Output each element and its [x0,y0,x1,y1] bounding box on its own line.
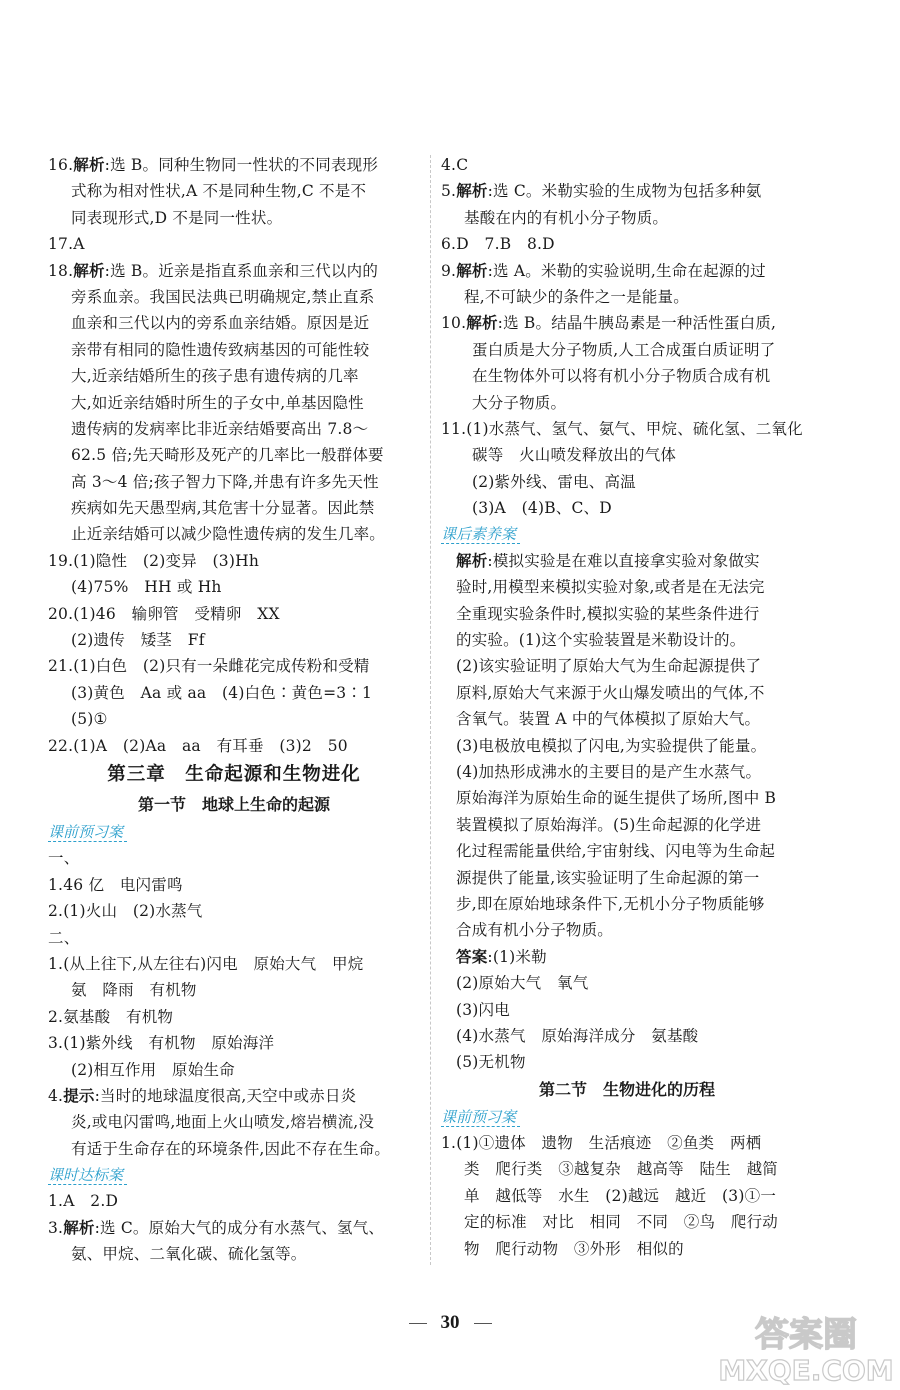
text-line: 基酸在内的有机小分子物质。 [464,208,669,227]
keyword: 提示 [63,1085,95,1105]
section-label-text: 课前预习案 [48,823,127,842]
text-line: 17.A [48,235,85,254]
text-line: 氨、甲烷、二氧化碳、硫化氢等。 [71,1245,307,1264]
section-label-text: 课时达标案 [48,1166,127,1185]
text-line: 式称为相对性状,A 不是同种生物,C 不是不 [71,182,367,201]
keyword: 解析 [466,313,498,333]
text-line: 氨 降雨 有机物 [71,981,197,1000]
text-line: 2.(1)火山 (2)水蒸气 [48,902,203,921]
text-line: 旁系血亲。我国民法典已明确规定,禁止直系 [71,287,375,306]
section-label [441,1104,813,1130]
text-line: 9.解析:选 A。米勒的实验说明,生命在起源的过 [441,260,766,280]
text-line: 装置模拟了原始海洋。(5)生命起源的化学进 [456,815,762,834]
text-line: (3)A (4)B、C、D [472,499,612,518]
text-line: (3)闪电 [456,1000,510,1019]
text-line: 含氧气。装置 A 中的气体模拟了原始大气。 [456,710,761,729]
text-line: 3.(1)紫外线 有机物 原始海洋 [48,1034,275,1053]
text-line: 16.解析:选 B。同种生物同一性状的不同表现形 [48,155,379,174]
text-line: 答案:(1)米勒 [456,946,547,966]
text-line: 验时,用模型来模拟实验对象,或者是在无法完 [456,578,765,597]
text-line: 源提供了能量,该实验证明了生命起源的第一 [456,868,760,887]
text-line: 炎,或电闪雷鸣,地面上火山喷发,熔岩横流,没 [71,1113,375,1132]
page-number-text: 30 [440,1312,460,1333]
section-title: 第二节 生物进化的历程 [538,1079,715,1099]
text-line: 碳等 火山喷发释放出的气体 [472,446,677,465]
text-line: 化过程需能量供给,宇宙射线、闪电等为生命起 [456,842,776,861]
chapter-title: 第三章 生命起源和生物进化 [107,763,361,785]
watermark-line2: MXQE.COM [718,1354,894,1386]
text-line: 物 爬行动物 ③外形 相似的 [464,1239,684,1258]
keyword: 解析 [73,260,105,280]
text-line: (4)加热形成沸水的主要目的是产生水蒸气。 [456,762,762,781]
text-line: (5)无机物 [456,1053,526,1072]
text-line: 22.(1)A (2)Aa aa 有耳垂 (3)2 50 [48,736,348,755]
text-line: 62.5 倍;先天畸形及死产的几率比一般群体要 [71,446,384,465]
section-label-text: 课前预习案 [441,1108,520,1127]
text-line: 3.解析:选 C。原始大气的成分有水蒸气、氢气、 [48,1217,385,1237]
text-line: 1.(1)①遗体 遗物 生活痕迹 ②鱼类 两栖 [441,1134,762,1153]
text-line: (2)相互作用 原始生命 [71,1060,235,1079]
text-line: 步,即在原始地球条件下,无机小分子物质能够 [456,894,765,913]
text-line: 类 爬行类 ③越复杂 越高等 陆生 越简 [464,1160,779,1179]
text-line: (2)紫外线、雷电、高温 [472,472,636,491]
left-column [48,152,420,1268]
watermark-logo [718,1308,894,1386]
section-label-text: 课后素养案 [441,525,520,544]
section-label [48,1162,420,1188]
text-line: 18.解析:选 B。近亲是指直系血亲和三代以内的 [48,260,379,280]
keyword: 答案 [456,946,488,966]
text-line: (2)原始大气 氧气 [456,974,589,993]
text-line: 大,如近亲结婚时所生的子女中,单基因隐性 [71,393,364,412]
text-line: 1.(从上往下,从左往右)闪电 原始大气 甲烷 [48,954,364,973]
text-line: 原料,原始大气来源于火山爆发喷出的气体,不 [456,683,765,702]
text-line: (4)水蒸气 原始海洋成分 氨基酸 [456,1026,699,1045]
section-label [441,521,813,547]
keyword: 解析 [456,260,488,280]
text-line: 4.提示:当时的地球温度很高,天空中或赤日炎 [48,1085,357,1105]
text-line: 一、 [48,849,80,868]
text-line: 大分子物质。 [472,393,567,412]
text-line: (5)① [71,710,108,729]
text-line: 蛋白质是大分子物质,人工合成蛋白质证明了 [472,340,776,359]
text-line: 5.解析:选 C。米勒实验的生成物为包括多种氨 [441,181,762,201]
text-line: 1.46 亿 电闪雷鸣 [48,875,183,894]
text-line: 止近亲结婚可以减少隐性遗传病的发生几率。 [71,525,386,544]
text-line: (4)75% HH 或 Hh [71,578,222,597]
keyword: 解析 [456,181,488,201]
text-line: 19.(1)隐性 (2)变异 (3)Hh [48,551,260,570]
text-line: (3)黄色 Aa 或 aa (4)白色∶黄色=3∶1 [71,683,373,702]
text-line: 全重现实验条件时,模拟实验的某些条件进行 [456,604,760,623]
text-line: 2.氨基酸 有机物 [48,1007,174,1026]
text-line: 合成有机小分子物质。 [456,921,614,940]
text-line: 6.D 7.B 8.D [441,235,555,254]
text-line: 亲带有相同的隐性遗传致病基因的可能性较 [71,340,370,359]
text-line: 4.C [441,156,469,174]
page-number-dash-right [474,1323,492,1324]
text-line: 在生物体外可以将有机小分子物质合成有机 [472,367,771,386]
text-line: 单 越低等 水生 (2)越远 越近 (3)①一 [464,1186,777,1205]
text-line: 疾病如先天愚型病,其危害十分显著。因此禁 [71,499,375,518]
text-line: 1.A 2.D [48,1192,119,1211]
page-number-dash-left [409,1323,427,1324]
keyword: 解析 [456,550,488,570]
text-line: (3)电极放电模拟了闪电,为实验提供了能量。 [456,736,767,755]
section-title: 第一节 地球上生命的起源 [137,794,330,814]
section-label [48,819,420,845]
text-line: 解析:模拟实验是在难以直接拿实验对象做实 [456,550,760,570]
text-line: 21.(1)白色 (2)只有一朵雌花完成传粉和受精 [48,657,370,676]
keyword: 解析 [63,1217,95,1237]
right-column [441,152,813,1262]
text-line: 有适于生命存在的环境条件,因此不存在生命。 [71,1139,391,1158]
text-line: 10.解析:选 B。结晶牛胰岛素是一种活性蛋白质, [441,313,777,333]
text-line: 高 3～4 倍;孩子智力下降,并患有许多先天性 [71,472,379,491]
text-line: 遗传病的发病率比非近亲结婚要高出 7.8～ [71,419,369,438]
keyword: 解析 [73,155,105,174]
watermark-line1: 答案圈 [755,1315,857,1355]
text-line: 大,近亲结婚所生的孩子患有遗传病的几率 [71,367,359,386]
text-line: 二、 [48,928,80,947]
text-line: (2)该实验证明了原始大气为生命起源提供了 [456,657,762,676]
text-line: 20.(1)46 输卵管 受精卵 XX [48,604,280,623]
text-line: 原始海洋为原始生命的诞生提供了场所,图中 B [456,789,777,808]
text-line: 11.(1)水蒸气、氢气、氨气、甲烷、硫化氢、二氧化 [441,419,803,438]
text-line: 同表现形式,D 不是同一性状。 [71,208,283,227]
text-line: (2)遗传 矮茎 Ff [71,631,205,650]
text-line: 的实验。(1)这个实验装置是米勒设计的。 [456,631,746,650]
text-line: 程,不可缺少的条件之一是能量。 [464,287,689,306]
column-divider [430,155,431,1265]
text-line: 定的标准 对比 相同 不同 ②鸟 爬行动 [464,1213,779,1232]
text-line: 血亲和三代以内的旁系血亲结婚。原因是近 [71,314,370,333]
